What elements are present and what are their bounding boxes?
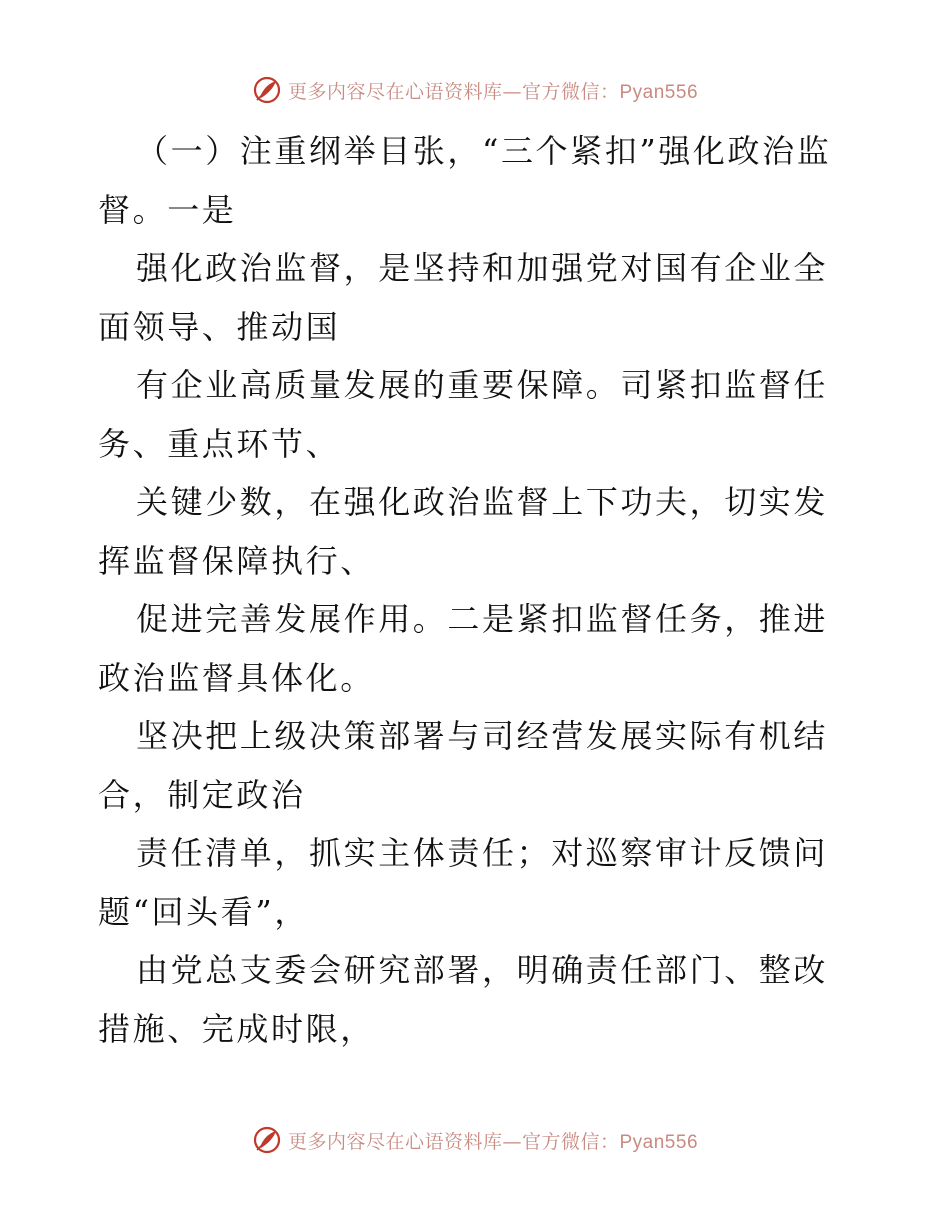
paragraph: 强化政治监督，是坚持和加强党对国有企业全面领导、推动国 bbox=[98, 249, 829, 346]
document-body bbox=[98, 122, 858, 1058]
paragraph: 责任清单，抓实主体责任；对巡察审计反馈问题“回头看”， bbox=[98, 834, 829, 931]
feather-pen-icon bbox=[252, 1125, 282, 1155]
paragraph: 有企业高质量发展的重要保障。司紧扣监督任务、重点环节、 bbox=[98, 366, 829, 463]
footer-watermark bbox=[0, 1120, 950, 1160]
paragraph: 由党总支委会研究部署，明确责任部门、整改措施、完成时限， bbox=[98, 951, 829, 1048]
header-watermark bbox=[0, 70, 950, 110]
watermark-text: 更多内容尽在心语资料库—官方微信：Pyan556 bbox=[287, 1130, 699, 1153]
feather-pen-icon bbox=[252, 75, 282, 105]
paragraph: 坚决把上级决策部署与司经营发展实际有机结合，制定政治 bbox=[98, 717, 829, 814]
watermark-text: 更多内容尽在心语资料库—官方微信：Pyan556 bbox=[287, 80, 699, 103]
paragraph: 促进完善发展作用。二是紧扣监督任务，推进政治监督具体化。 bbox=[98, 600, 829, 697]
paragraph: 关键少数，在强化政治监督上下功夫，切实发挥监督保障执行、 bbox=[98, 483, 829, 580]
paragraph: （一）注重纲举目张，“三个紧扣”强化政治监督。一是 bbox=[98, 132, 832, 229]
